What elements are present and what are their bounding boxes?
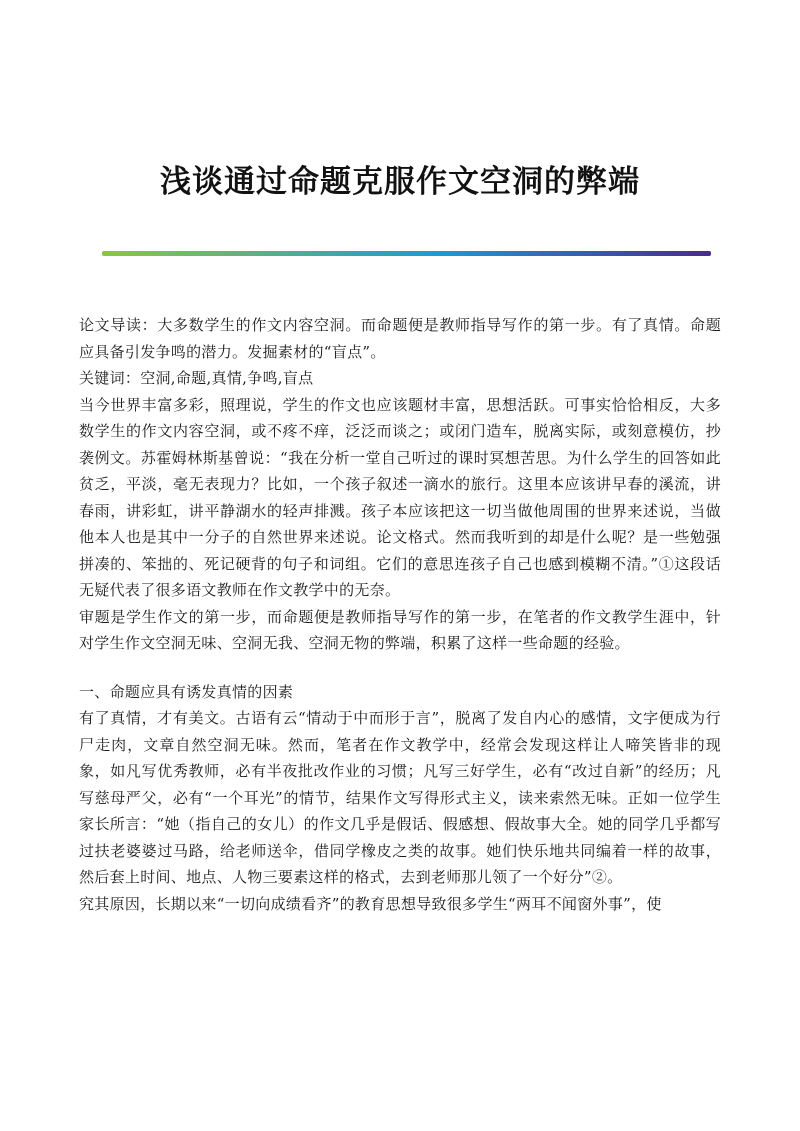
keywords-paragraph: 关键词：空洞,命题,真情,争鸣,盲点 — [79, 369, 314, 387]
section-heading: 一、命题应具有诱发真情的因素 — [79, 682, 294, 701]
abstract-paragraph: 论文导读：大多数学生的作文内容空洞。而命题便是教师指导写作的第一步。有了真情。命题应具备引发争鸣的潜力。发掘素材的“盲点”。 — [79, 316, 721, 361]
section-paragraph: 有了真情，才有美文。古语有云“情动于中而形于言”，脱离了发自内心的感情，文字便成为行尸走肉，文章自然空洞无味。然而，笔者在作文教学中，经常会发现这样让人啼笑皆非的现象，如凡写优秀教师，必有半夜批改作业的习惯；凡写三好学生，必有“改过自新”的经历；凡写慈母严父，必有“一个耳光”的情节，结果作文写得形式主义，读来索然无味。正如一位学生家长所言：“她（指自己的女儿）的作文几乎是假话、假感想、假故事大全。她的同学几乎都写过扶老婆婆过马路，给老师送伞，借同学橡皮之类的故事。她们快乐地共同编着一样的故事，然后套上时间、地点、人物三要素这样的格式，去到老师那儿领了一个好分”②。 — [79, 709, 721, 886]
body-paragraph: 审题是学生作文的第一步，而命题便是教师指导写作的第一步，在笔者的作文教学生涯中，针对学生作文空洞无味、空洞无我、空洞无物的弊端，积累了这样一些命题的经验。 — [79, 607, 721, 652]
title-gradient-rule — [102, 251, 711, 256]
document-title: 浅谈通过命题克服作文空洞的弊端 — [160, 164, 640, 200]
document-body — [79, 312, 721, 917]
section-paragraph: 究其原因，长期以来“一切向成绩看齐”的教育思想导致很多学生“两耳不闻窗外事”，使 — [79, 894, 662, 913]
body-paragraph: 当今世界丰富多彩，照理说，学生的作文也应该题材丰富，思想活跃。可事实恰恰相反，大多数学生的作文内容空洞，或不疼不痒，泛泛而谈之；或闭门造车，脱离实际，或刻意模仿，抄袭例文。苏霍姆林斯基曾说：“我在分析一堂自己听过的课时冥想苦思。为什么学生的回答如此贫乏，平淡，毫无表现力？比如，一个孩子叙述一滴水的旅行。这里本应该讲早春的溪流，讲春雨，讲彩虹，讲平静湖水的轻声排溅。孩子本应该把这一切当做他周围的世界来述说，当做他本人也是其中一分子的自然世界来述说。论文格式。然而我听到的却是什么呢？是一些勉强拼凑的、笨拙的、死记硬背的句子和词组。它们的意思连孩子自己也感到模糊不清。”①这段话无疑代表了很多语文教师在作文教学中的无奈。 — [79, 395, 721, 599]
